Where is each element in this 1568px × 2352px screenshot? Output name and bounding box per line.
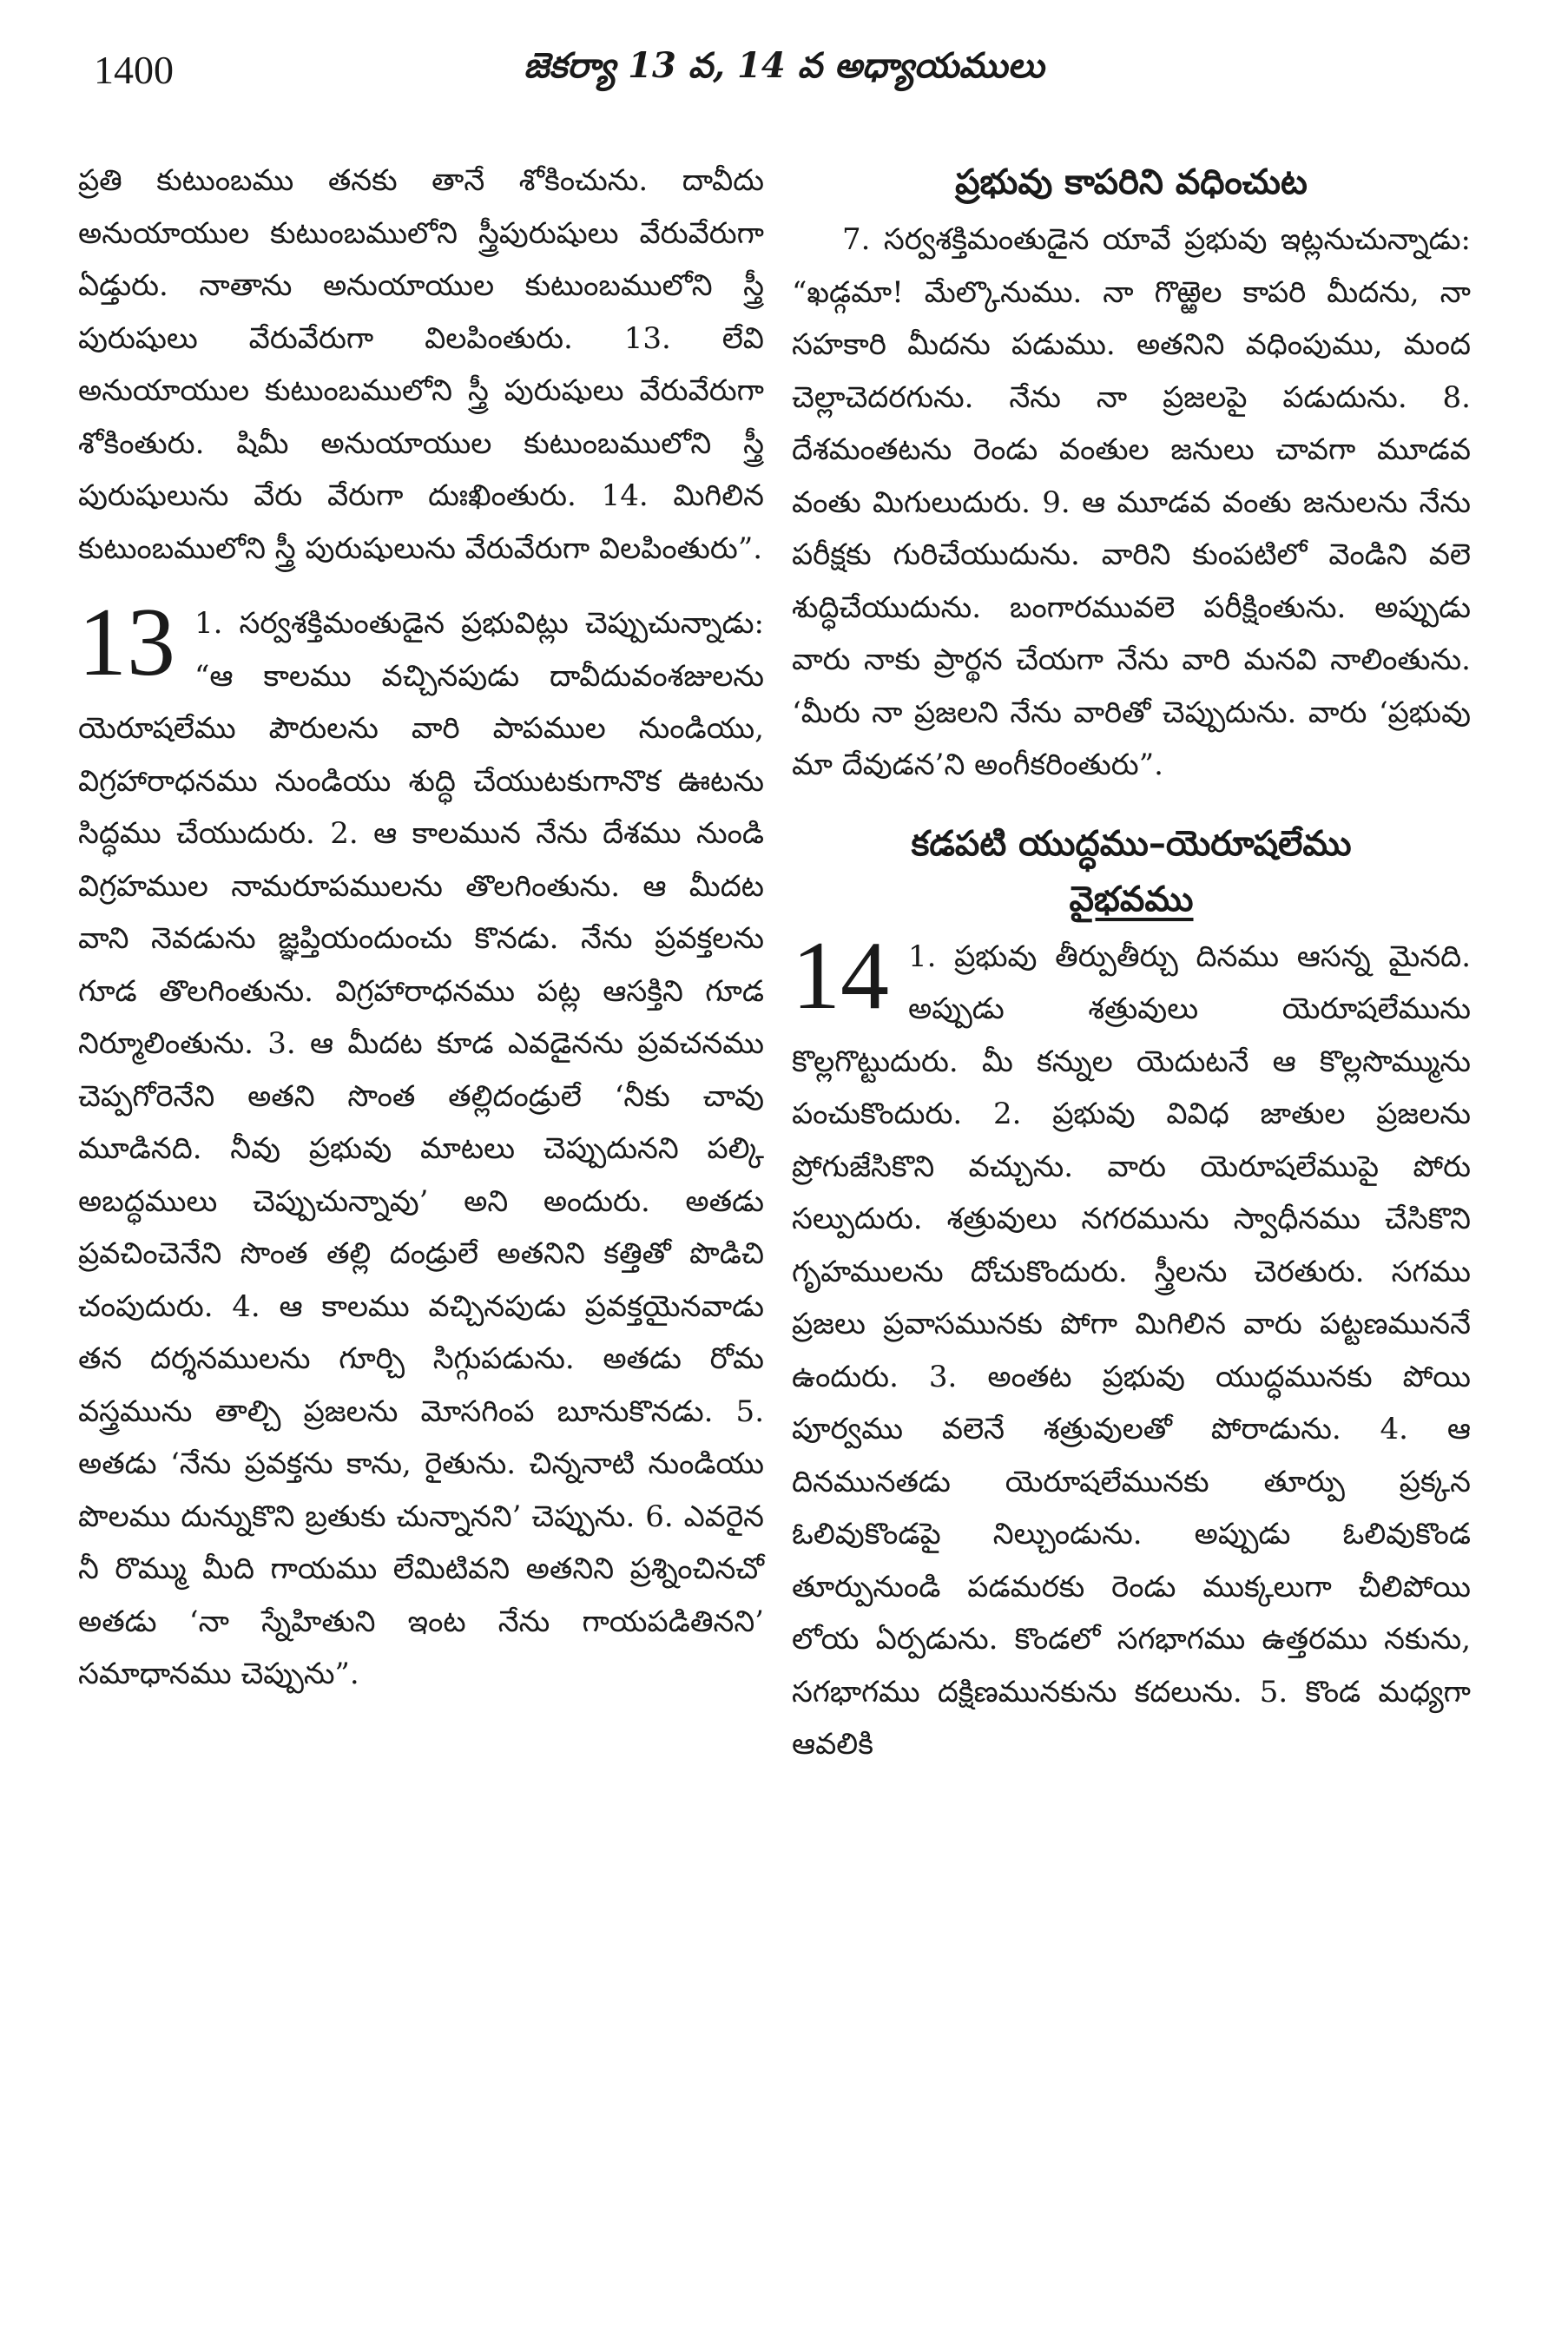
section-heading-1: ప్రభువు కాపరిని వధించుట [955,162,1308,202]
chapter-number-14: 14 [792,921,889,1030]
section-heading-2 [792,816,1471,927]
intro-paragraph: ప్రతి కుటుంబము తనకు తానే శోకించును. దావీదు అనుయాయుల కుటుంబములోని స్త్రీపురుషులు వేరువేరుగా ఏడ్తురు. నాతాను అనుయాయుల కుటుంబములోని స్త్రీ పురుషులు వేరువేరుగా విలపింతురు. 13. లేవి అనుయాయుల కుటుంబములోని స్త్రీ పురుషులు వేరువేరుగా శోకింతురు. షిమీ అనుయాయుల కుటుంబములోని స్త్రీ పురుషులును వేరు వేరుగా దుఃఖింతురు. 14. మిగిలిన కుటుంబములోని స్త్రీ పురుషులును వేరువేరుగా విలపింతురు”. [78,163,764,566]
chapter-number-13: 13 [78,589,175,696]
chapter-13-text: 1. సర్వశక్తిమంతుడైన ప్రభువిట్లు చెప్పుచున్నాడు: “ఆ కాలము వచ్చినపుడు దావీదువంశజులను యెరూషలేము పౌరులను వారి పాపముల నుండియు, విగ్రహారాధనము నుండియు శుద్ధి చేయుటకుగానొక ఊటను సిద్ధము చేయుదురు. 2. ఆ కాలమున నేను దేశము నుండి విగ్రహముల నామరూపములను తొలగింతును. ఆ మీదట వాని నెవడును జ్ఞప్తియందుంచు కొనడు. నేను ప్రవక్తలను గూడ తొలగింతును. విగ్రహారాధనము పట్ల ఆసక్తిని గూడ నిర్మూలింతును. 3. ఆ మీదట కూడ ఎవడైనను ప్రవచనము చెప్పగోరెనేని అతని సొంత తల్లిదండ్రులే ‘నీకు చావు మూడినది. నీవు ప్రభువు మాటలు చెప్పుదునని పల్కి అబద్ధములు చెప్పుచున్నావు’ అని అందురు. అతడు ప్రవచించెనేని సొంత తల్లి దండ్రులే అతనిని కత్తితో పొడిచి చంపుదురు. 4. ఆ కాలము వచ్చినపుడు ప్రవక్తయైనవాడు తన దర్శనములను గూర్చి సిగ్గుపడును. అతడు రోమ వస్త్రమును తాల్చి ప్రజలను మోసగింప బూనుకొనడు. 5. అతడు ‘నేను ప్రవక్తను కాను, రైతును. చిన్ననాటి నుండియు పొలము దున్నుకొని బ్రతుకు చున్నానని’ చెప్పును. 6. ఎవరైన నీ రొమ్ము మీది గాయము లేమిటివని అతనిని ప్రశ్నించినచో అతడు ‘నా స్నేహితుని ఇంట నేను గాయపడితినని’ సమాధానము చెప్పును”. [78,606,764,1691]
section-1-paragraph: 7. సర్వశక్తిమంతుడైన యావే ప్రభువు ఇట్లనుచున్నాడు: “ఖడ్గమా! మేల్కొనుము. నా గొఱ్ఱెల కాపరి మీదను, నా సహకారి మీదను పడుము. అతనిని వధింపుము, మంద చెల్లాచెదరగును. నేను నా ప్రజలపై పడుదును. 8. దేశమంతటను రెండు వంతుల జనులు చావగా మూడవ వంతు మిగులుదురు. 9. ఆ మూడవ వంతు జనులను నేను పరీక్షకు గురిచేయుదును. వారిని కుంపటిలో వెండిని వలె శుద్ధిచేయుదును. బంగారమువలె పరీక్షింతును. అప్పుడు వారు నాకు ప్రార్థన చేయగా నేను వారి మనవి నాలింతును. ‘మీరు నా ప్రజలని నేను వారితో చెప్పుదును. వారు ‘ప్రభువు మా దేవుడన’ని అంగీకరింతురు”. [792,222,1471,782]
right-column [792,155,1471,1771]
left-column [78,155,764,1701]
page-header [94,42,1474,102]
chapter-14-text: 1. ప్రభువు తీర్పుతీర్చు దినము ఆసన్న మైనది. అప్పుడు శత్రువులు యెరూషలేమును కొల్లగొట్టుదురు. మీ కన్నుల యెదుటనే ఆ కొల్లసొమ్మును పంచుకొందురు. 2. ప్రభువు వివిధ జాతుల ప్రజలను ప్రోగుజేసికొని వచ్చును. వారు యెరూషలేముపై పోరు సల్పుదురు. శత్రువులు నగరమును స్వాధీనము చేసికొని గృహములను దోచుకొందురు. స్త్రీలను చెరతురు. సగము ప్రజలు ప్రవాసమునకు పోగా మిగిలిన వారు పట్టణముననే ఉందురు. 3. అంతట ప్రభువు యుద్ధమునకు పోయి పూర్వము వలెనే శత్రువులతో పోరాడును. 4. ఆ దినమునతడు యెరూషలేమునకు తూర్పు ప్రక్కన ఓలివుకొండపై నిల్చుండును. అప్పుడు ఓలివుకొండ తూర్పునుండి పడమరకు రెండు ముక్కలుగా చీలిపోయి లోయ ఏర్పడును. కొండలో సగభాగము ఉత్తరము నకును, సగభాగము దక్షిణమునకును కదలును. 5. కొండ మధ్యగా ఆవలికి [792,939,1471,1762]
running-title: జెకర్యా 13 వ, 14 వ అధ్యాయములు [524,45,1044,86]
chapter-13-paragraph [78,589,764,1701]
section-heading-2-line-2: వైభవము [1069,879,1194,919]
section-heading-2-line-1: కడపటి యుద్ధము–యెరూషలేము [911,823,1352,864]
page-number: 1400 [94,48,174,92]
chapter-14-paragraph [792,921,1471,1771]
